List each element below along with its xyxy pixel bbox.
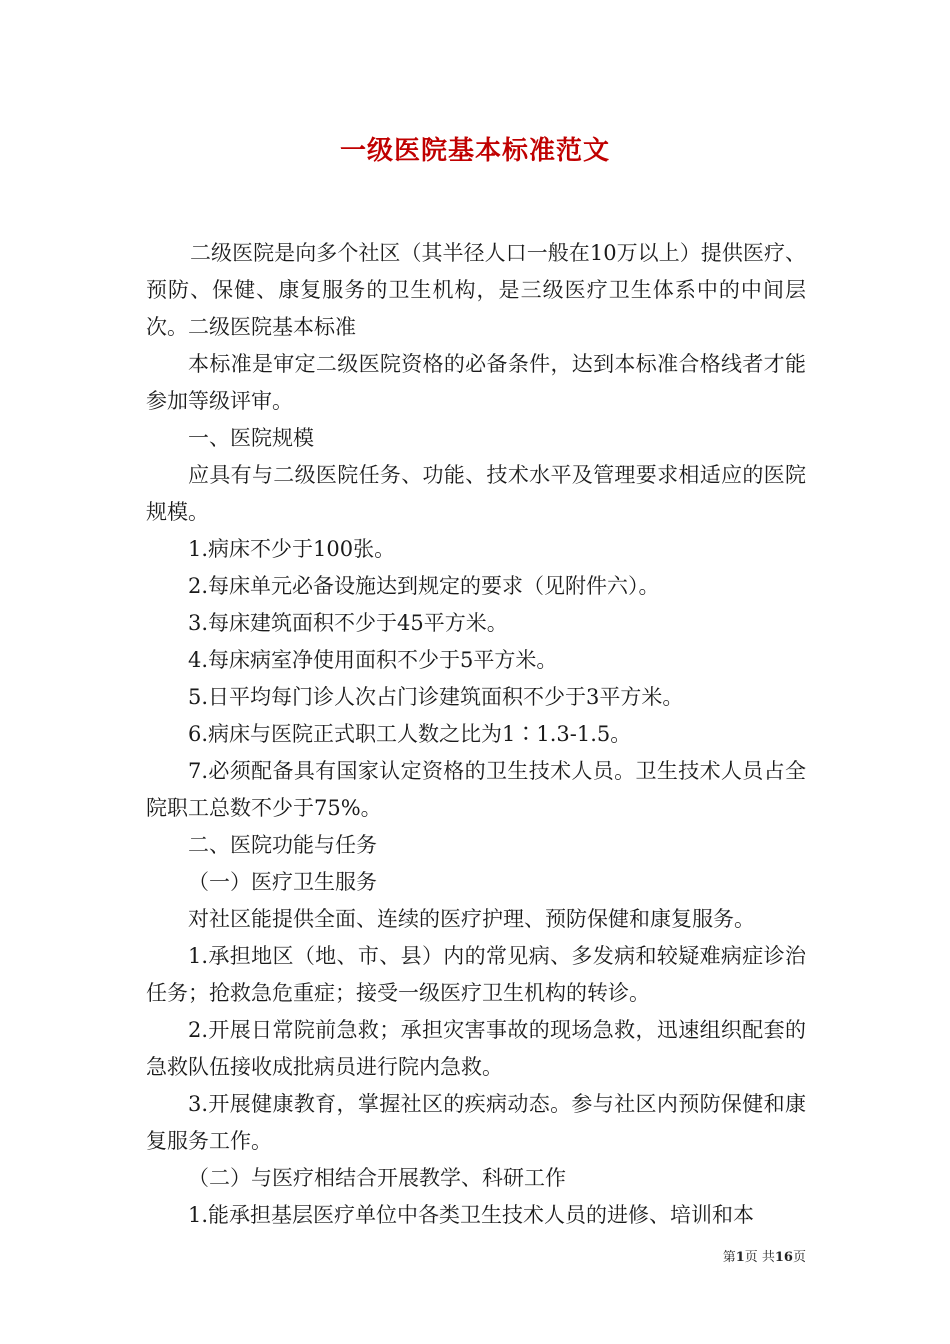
footer-prefix: 第	[722, 1250, 736, 1265]
footer-suffix: 页	[792, 1250, 806, 1265]
paragraph: 对社区能提供全面、连续的医疗护理、预防保健和康复服务。	[188, 907, 755, 931]
list-item: 4.每床病室净使用面积不少于5平方米。	[188, 648, 558, 672]
list-item: 7.必须配备具有国家认定资格的卫生技术人员。卫生技术人员占全院职工总数不少于75%。	[146, 759, 806, 820]
list-item: 3.每床建筑面积不少于45平方米。	[188, 611, 508, 635]
paragraph: 二级医院是向多个社区（其半径人口一般在10万以上）提供医疗、预防、保健、康复服务的卫生机构，是三级医疗卫生体系中的中间层次。二级医院基本标准	[146, 241, 806, 339]
paragraph: 本标准是审定二级医院资格的必备条件，达到本标准合格线者才能参加等级评审。	[146, 352, 806, 413]
footer-middle: 页 共	[744, 1250, 775, 1265]
document-body	[146, 235, 806, 1234]
list-item: 6.病床与医院正式职工人数之比为1∶1.3-1.5。	[188, 722, 632, 746]
subsection-heading: （一）医疗卫生服务	[188, 870, 377, 894]
list-item: 2.开展日常院前急救；承担灾害事故的现场急救，迅速组织配套的急救队伍接收成批病员进行院内急救。	[146, 1018, 806, 1079]
subsection-heading: （二）与医疗相结合开展教学、科研工作	[188, 1166, 566, 1190]
paragraph: 应具有与二级医院任务、功能、技术水平及管理要求相适应的医院规模。	[146, 463, 806, 524]
page-footer	[0, 1246, 806, 1265]
section-heading: 一、医院规模	[188, 426, 314, 450]
list-item: 1.病床不少于100张。	[188, 537, 396, 561]
document-title: 一级医院基本标准范文	[339, 136, 610, 166]
list-item: 1.能承担基层医疗单位中各类卫生技术人员的进修、培训和本	[188, 1203, 755, 1227]
list-item: 5.日平均每门诊人次占门诊建筑面积不少于3平方米。	[188, 685, 684, 709]
list-item: 1.承担地区（地、市、县）内的常见病、多发病和较疑难病症诊治任务；抢救急危重症；接受一级医疗卫生机构的转诊。	[146, 944, 806, 1005]
list-item: 3.开展健康教育，掌握社区的疾病动态。参与社区内预防保健和康复服务工作。	[146, 1092, 806, 1153]
section-heading: 二、医院功能与任务	[188, 833, 377, 857]
footer-total-pages: 16	[774, 1250, 793, 1265]
list-item: 2.每床单元必备设施达到规定的要求（见附件六）。	[188, 574, 660, 598]
footer-current-page: 1	[735, 1250, 745, 1265]
